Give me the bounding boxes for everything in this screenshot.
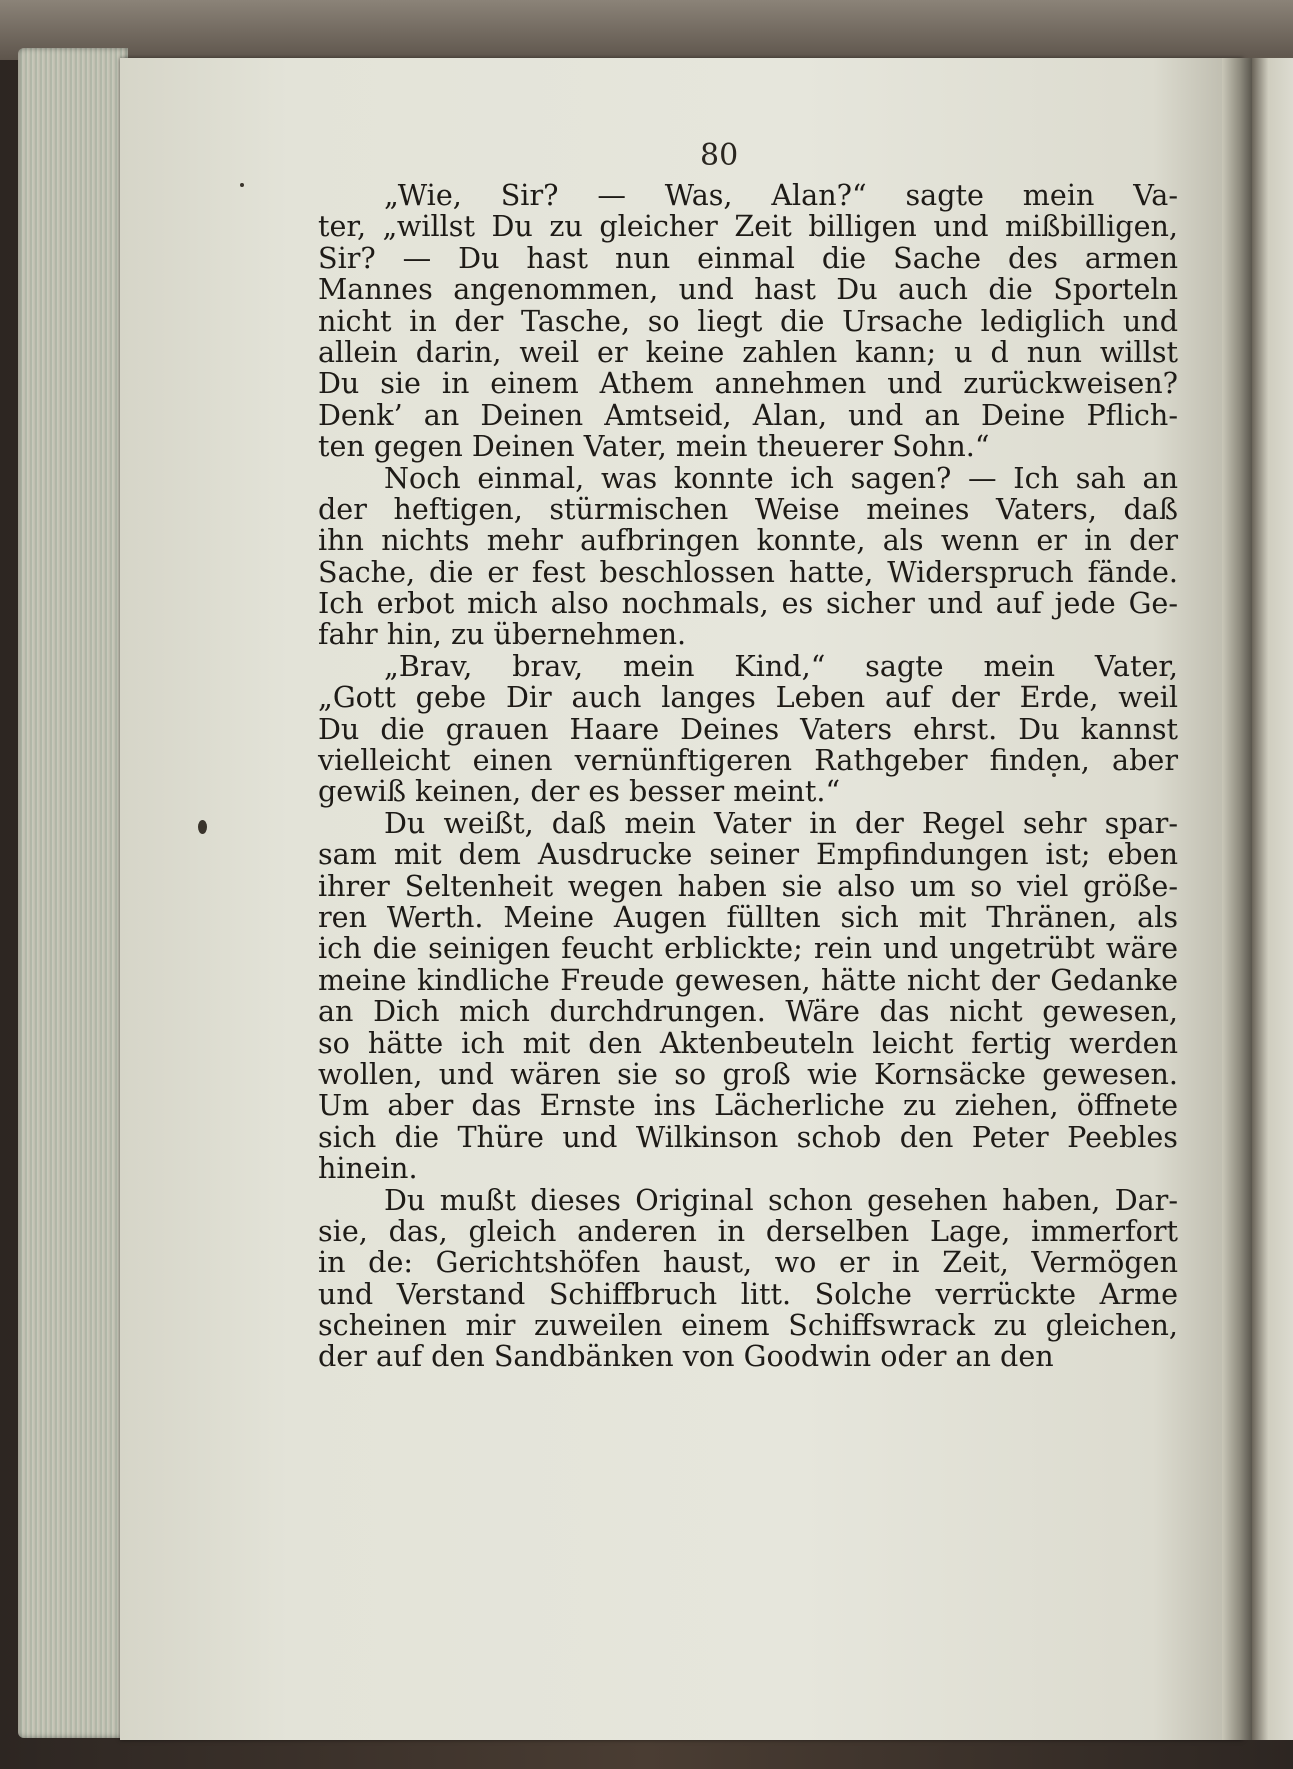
text-line: Du mußt dieses Original schon gesehen haben, Dar- (384, 1182, 1178, 1217)
text-line: Du sie in einem Athem annehmen und zurückweisen? (318, 366, 1178, 401)
text-line: Ich erbot mich also nochmals, es sicher und auf jede Ge- (318, 586, 1178, 621)
text-line: ihn nichts mehr aufbringen konnte, als wenn er in der (318, 523, 1178, 558)
text-line: Denk’ an Deinen Amtseid, Alan, und an Deine Pflich- (318, 397, 1178, 432)
text-line: Um aber das Ernste ins Lächerliche zu ziehen, öffnete (318, 1088, 1178, 1123)
paragraph (318, 648, 1178, 809)
text-line: sich die Thüre und Wilkinson schob den Peter Peebles (318, 1119, 1178, 1154)
text-line: „Wie, Sir? — Was, Alan?“ sagte mein Va- (384, 178, 1178, 212)
text-line: ren Werth. Meine Augen füllten sich mit Thränen, als (318, 899, 1178, 934)
book-cover-top-edge (0, 0, 1293, 60)
text-line: Du weißt, daß mein Vater in der Regel sehr spar- (384, 805, 1178, 840)
body-text (318, 180, 1178, 1373)
paragraph (318, 460, 1178, 652)
text-line: scheinen mir zuweilen einem Schiffswrack zu gleichen, (318, 1308, 1178, 1343)
ink-speck (198, 820, 207, 834)
text-line: der heftigen, stürmischen Weise meines Vaters, daß (318, 491, 1178, 526)
text-line: Sache, die er fest beschlossen hatte, Widerspruch fände. (318, 554, 1178, 589)
page-stack-edges (18, 48, 128, 1738)
text-line: fahr hin, zu übernehmen. (318, 617, 687, 652)
text-line: sie, das, gleich anderen in derselben Lage, immerfort (318, 1213, 1178, 1248)
text-line: Du die grauen Haare Deines Vaters ehrst. Du kannst (318, 711, 1178, 746)
text-line: ten gegen Deinen Vater, mein theuerer Sohn.“ (318, 429, 990, 464)
text-line: gewiß keinen, der es besser meint.“ (318, 774, 841, 809)
text-line: Sir? — Du hast nun einmal die Sache des armen (318, 240, 1178, 275)
text-line: meine kindliche Freude gewesen, hätte nicht der Gedanke (318, 962, 1178, 997)
text-line: nicht in der Tasche, so liegt die Ursache lediglich und (318, 303, 1178, 338)
facing-page-edge (1252, 58, 1293, 1740)
text-line: „Brav, brav, mein Kind,“ sagte mein Vater, (384, 648, 1178, 683)
text-line: sam mit dem Ausdrucke seiner Empfindungen ist; eben (318, 837, 1178, 872)
text-line: vielleicht einen vernünftigeren Rathgeber finden, aber (318, 743, 1178, 778)
text-line: so hätte ich mit den Aktenbeuteln leicht fertig werden (318, 1025, 1178, 1060)
text-line: an Dich mich durchdrungen. Wäre das nicht gewesen, (318, 994, 1178, 1029)
paragraph (318, 180, 1178, 463)
text-line: in de: Gerichtshöfen haust, wo er in Zeit, Vermögen (318, 1245, 1178, 1280)
paragraph (318, 1182, 1178, 1374)
text-line: ich die seinigen feucht erblickte; rein und ungetrübt wäre (318, 931, 1178, 966)
book-gutter (1222, 58, 1252, 1740)
text-line: und Verstand Schiffbruch litt. Solche verrückte Arme (318, 1276, 1178, 1311)
text-line: der auf den Sandbänken von Goodwin oder an den (318, 1339, 1054, 1374)
text-line: allein darin, weil er keine zahlen kann; u d nun willst (318, 334, 1178, 369)
text-line: „Gott gebe Dir auch langes Leben auf der Erde, weil (318, 680, 1178, 715)
text-line: Noch einmal, was konnte ich sagen? — Ich sah an (384, 460, 1178, 495)
page-number: 80 (700, 138, 739, 173)
text-line: Mannes angenommen, und hast Du auch die Sporteln (318, 272, 1178, 307)
ink-speck (240, 183, 244, 187)
text-line: ihrer Seltenheit wegen haben sie also um so viel größe- (318, 868, 1178, 903)
text-line: hinein. (318, 1151, 418, 1186)
text-line: wollen, und wären sie so groß wie Kornsäcke gewesen. (318, 1056, 1178, 1091)
paragraph (318, 805, 1178, 1186)
text-line: ter, „willst Du zu gleicher Zeit billigen und mißbilligen, (318, 209, 1178, 244)
